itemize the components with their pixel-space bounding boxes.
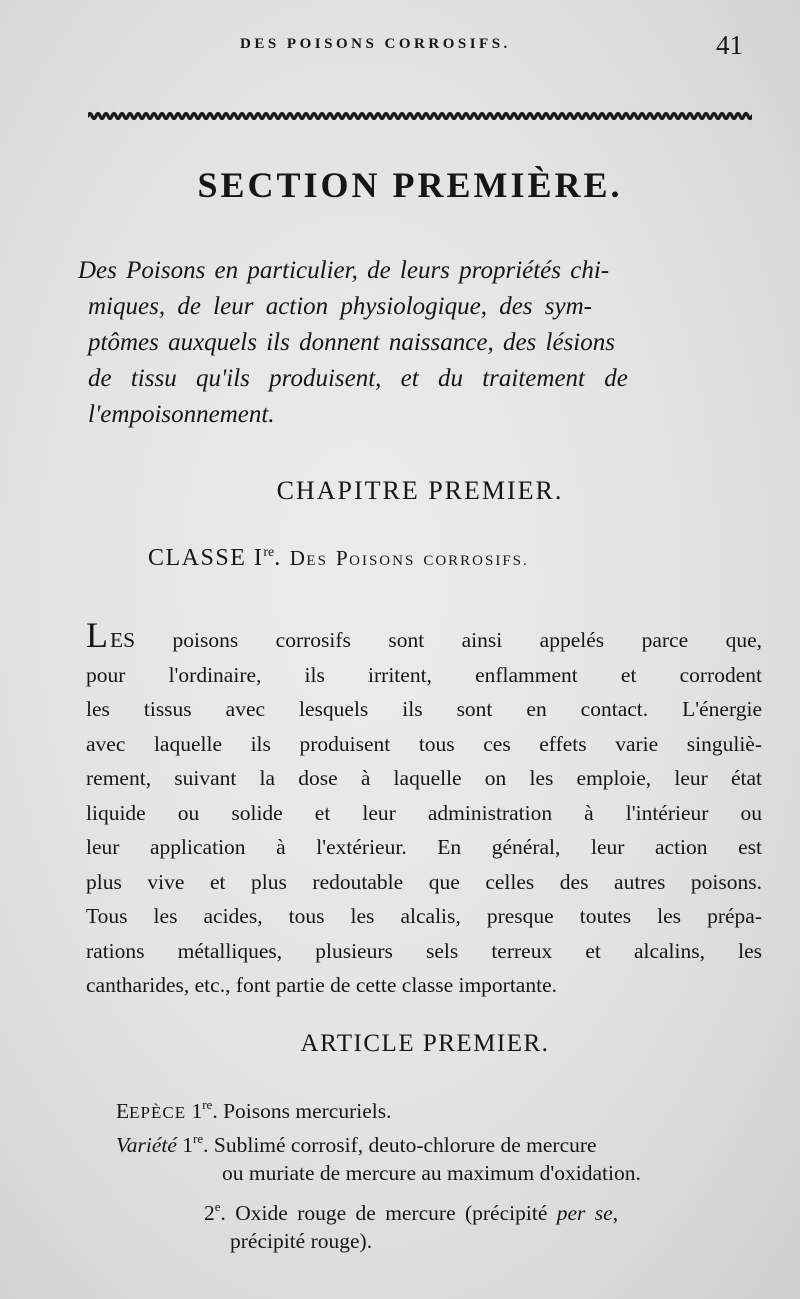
variety-2-continuation: précipité rouge).	[230, 1229, 373, 1253]
class-dot: .	[274, 545, 282, 571]
class-label: CLASSE I	[148, 545, 264, 571]
body-line: rement, suivant la dose à laquelle on les emploie, leur état	[86, 766, 762, 790]
body-paragraph	[86, 617, 762, 1003]
class-heading	[148, 545, 529, 572]
variety-1-continuation: ou muriate de mercure au maximum d'oxidation.	[222, 1161, 641, 1185]
body-line-first	[86, 617, 762, 658]
species-number: 1	[191, 1099, 203, 1123]
class-corrosifs: CORROSIFS.	[423, 553, 529, 569]
class-ordinal-suffix: re	[263, 545, 275, 560]
drop-cap: L	[86, 615, 108, 655]
body-line: les tissus avec lesquels ils sont en contact. L'énergie	[86, 697, 762, 721]
subtitle-line: de tissu qu'ils produisent, et du traitement de	[88, 365, 628, 392]
class-poisons-initial: P	[335, 546, 350, 570]
subtitle-line: Des Poisons en particulier, de leurs propriétés chi-	[78, 257, 610, 284]
article-title: ARTICLE PREMIER.	[300, 1030, 550, 1057]
variety-2-italic: per se	[556, 1201, 613, 1225]
subtitle-line: miques, de leur action physiologique, des sym-	[88, 293, 592, 320]
class-des-initial: D	[289, 546, 307, 570]
body-line: Tous les acides, tous les alcalis, presque toutes les prépa-	[86, 904, 762, 928]
running-head-title: DES POISONS CORROSIFS.	[240, 36, 511, 52]
body-line: leur application à l'extérieur. En général, leur action est	[86, 835, 762, 859]
variety-1-number: 1	[182, 1133, 194, 1157]
body-line: rations métalliques, plusieurs sels terreux et alcalins, les	[86, 938, 762, 963]
variety-2-number: 2	[204, 1201, 215, 1225]
variety-1-ordinal-suffix: re	[193, 1131, 204, 1146]
variety-2-close: ,	[612, 1201, 619, 1225]
body-line: liquide ou solide et leur administration à l'intérieur ou	[86, 800, 762, 825]
page-number: 41	[716, 30, 743, 60]
species-label-rest: EPÈCE	[129, 1103, 187, 1122]
body-line: plus vive et plus redoutable que celles des autres poisons.	[86, 869, 762, 894]
subtitle-line: ptômes auxquels ils donnent naissance, des lésions	[88, 329, 615, 356]
body-line: cantharides, etc., font partie de cette classe importante.	[86, 973, 557, 997]
variety-2-ordinal-suffix: e	[214, 1199, 221, 1214]
body-line: avec laquelle ils produisent tous ces effets varie singuliè-	[86, 731, 762, 756]
class-poisons-rest: OISONS	[349, 553, 416, 569]
class-des-rest: ES	[306, 553, 328, 569]
species-text: . Poisons mercuriels.	[212, 1099, 392, 1123]
variety-1-text: . Sublimé corrosif, deuto-chlorure de mercure	[203, 1133, 597, 1157]
species-ordinal-suffix: re	[202, 1097, 213, 1112]
subtitle-line: l'empoisonnement.	[88, 401, 275, 428]
species-label-initial: E	[116, 1099, 130, 1123]
body-first-line-text: ES poisons corrosifs sont ainsi appelés parce que,	[110, 628, 762, 652]
wavy-rule-ornament	[88, 108, 752, 124]
running-head	[0, 30, 800, 60]
section-title: SECTION PREMIÈRE.	[197, 165, 623, 205]
variety-2-text: . Oxide rouge de mercure (précipité	[220, 1201, 557, 1225]
section-subtitle	[78, 253, 760, 433]
chapter-title: CHAPITRE PREMIER.	[276, 476, 564, 505]
variety-label: Variété	[116, 1133, 177, 1157]
body-line: pour l'ordinaire, ils irritent, enflamment et corrodent	[86, 662, 762, 687]
